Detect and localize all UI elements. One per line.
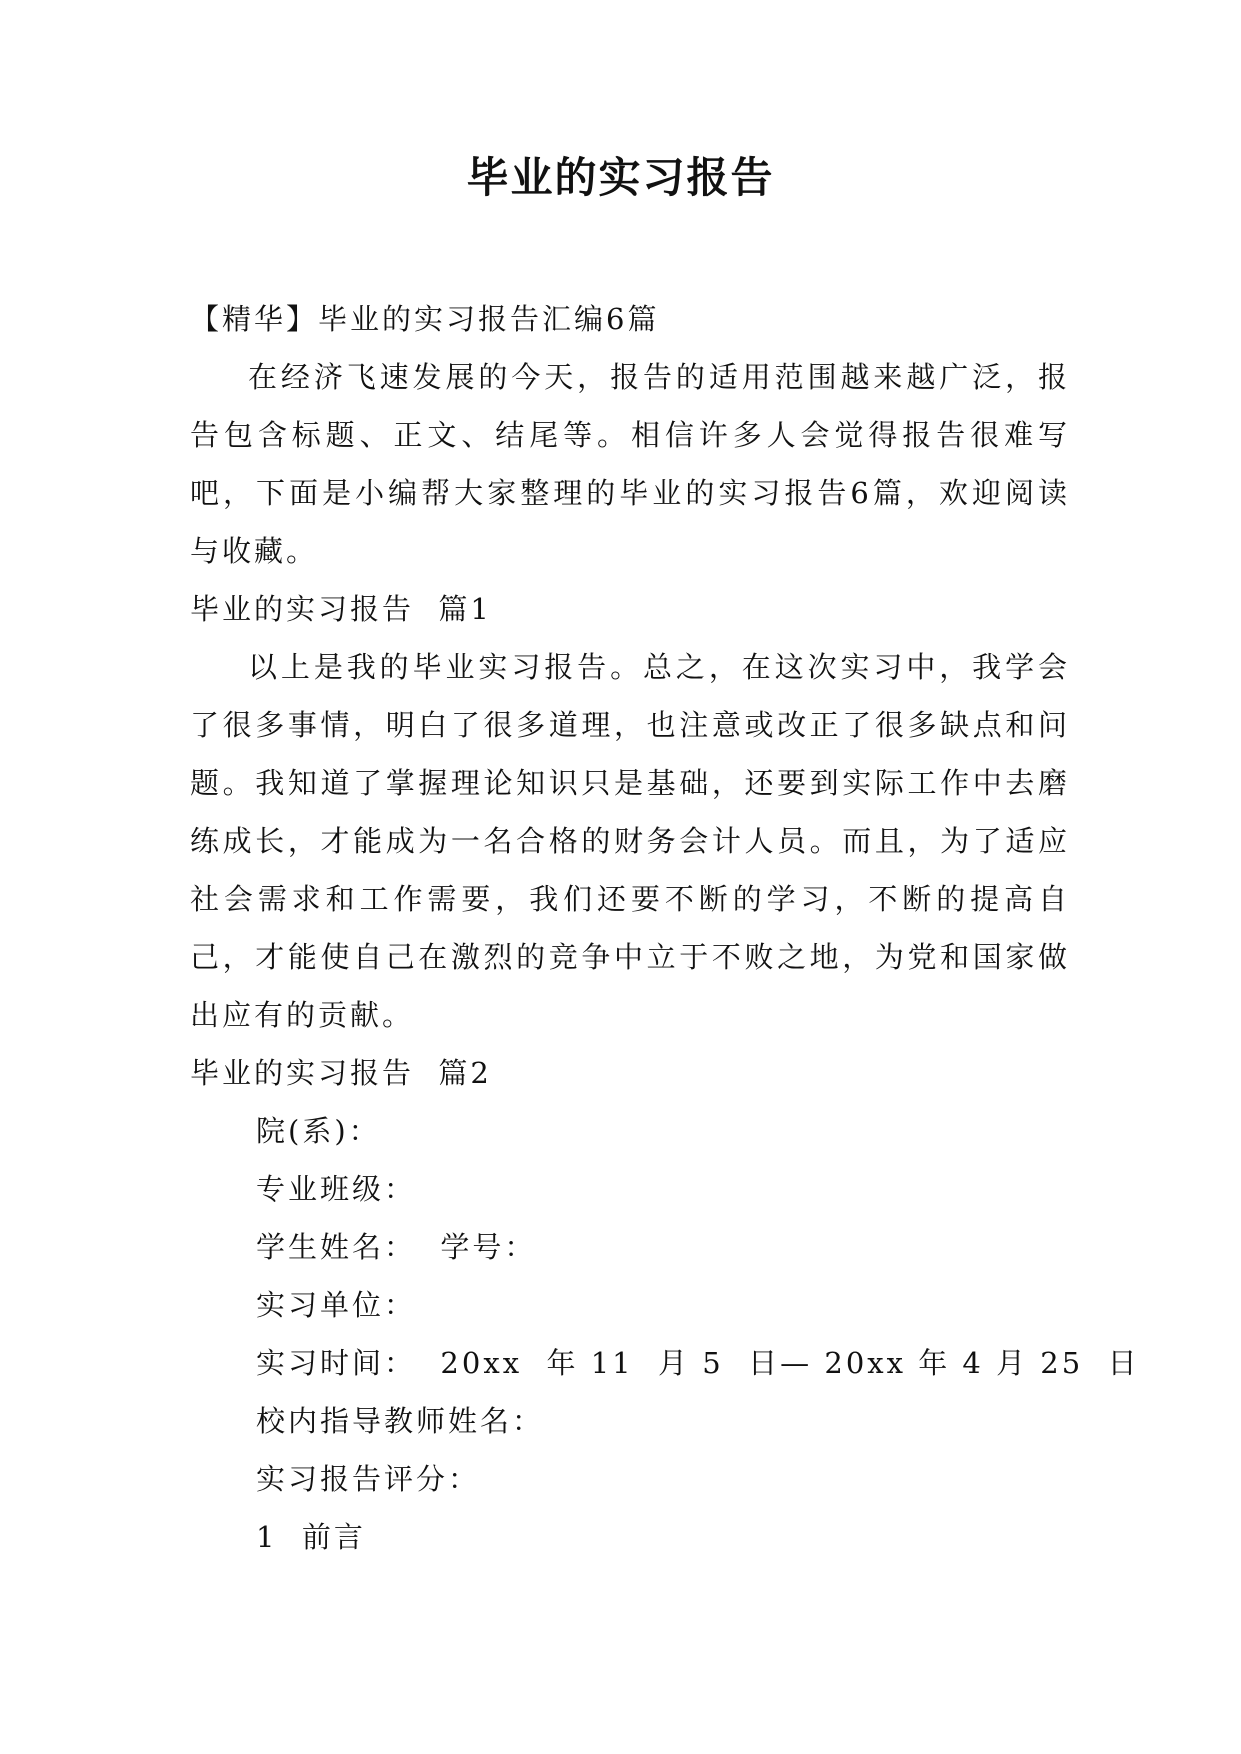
section-2-heading: 毕业的实习报告 篇2 (190, 1056, 492, 1090)
document-body (190, 290, 1140, 1566)
form-line-internship-time: 实习时间： 20xx 年 11 月 5 日— 20xx 年 4 月 25 日 (256, 1346, 1140, 1380)
document-subtitle: 【精华】毕业的实习报告汇编6篇 (190, 302, 660, 336)
form-line-department: 院(系)： (256, 1114, 381, 1148)
form-line-internship-unit: 实习单位： (256, 1288, 417, 1322)
form-line-student-name: 学生姓名： 学号： (256, 1230, 537, 1264)
section-1-heading: 毕业的实习报告 篇1 (190, 592, 492, 626)
section-1-paragraph: 以上是我的毕业实习报告。总之，在这次实习中，我学会了很多事情，明白了很多道理，也注意或改正了很多缺点和问题。我知道了掌握理论知识只是基础，还要到实际工作中去磨练成长，才能成为一名合格的财务会计人员。而且，为了适应社会需求和工作需要，我们还要不断的学习，不断的提高自己，才能使自己在激烈的竞争中立于不败之地，为党和国家做出应有的贡献。 (190, 650, 1070, 1032)
form-line-report-score: 实习报告评分： (256, 1462, 481, 1496)
form-line-class: 专业班级： (256, 1172, 417, 1206)
section-preface-heading: 1 前言 (256, 1520, 366, 1554)
intro-paragraph: 在经济飞速发展的今天，报告的适用范围越来越广泛，报告包含标题、正文、结尾等。相信许多人会觉得报告很难写吧，下面是小编帮大家整理的毕业的实习报告6篇，欢迎阅读与收藏。 (190, 360, 1070, 568)
document-title: 毕业的实习报告 (466, 153, 775, 202)
form-line-advisor-name: 校内指导教师姓名： (256, 1404, 545, 1438)
